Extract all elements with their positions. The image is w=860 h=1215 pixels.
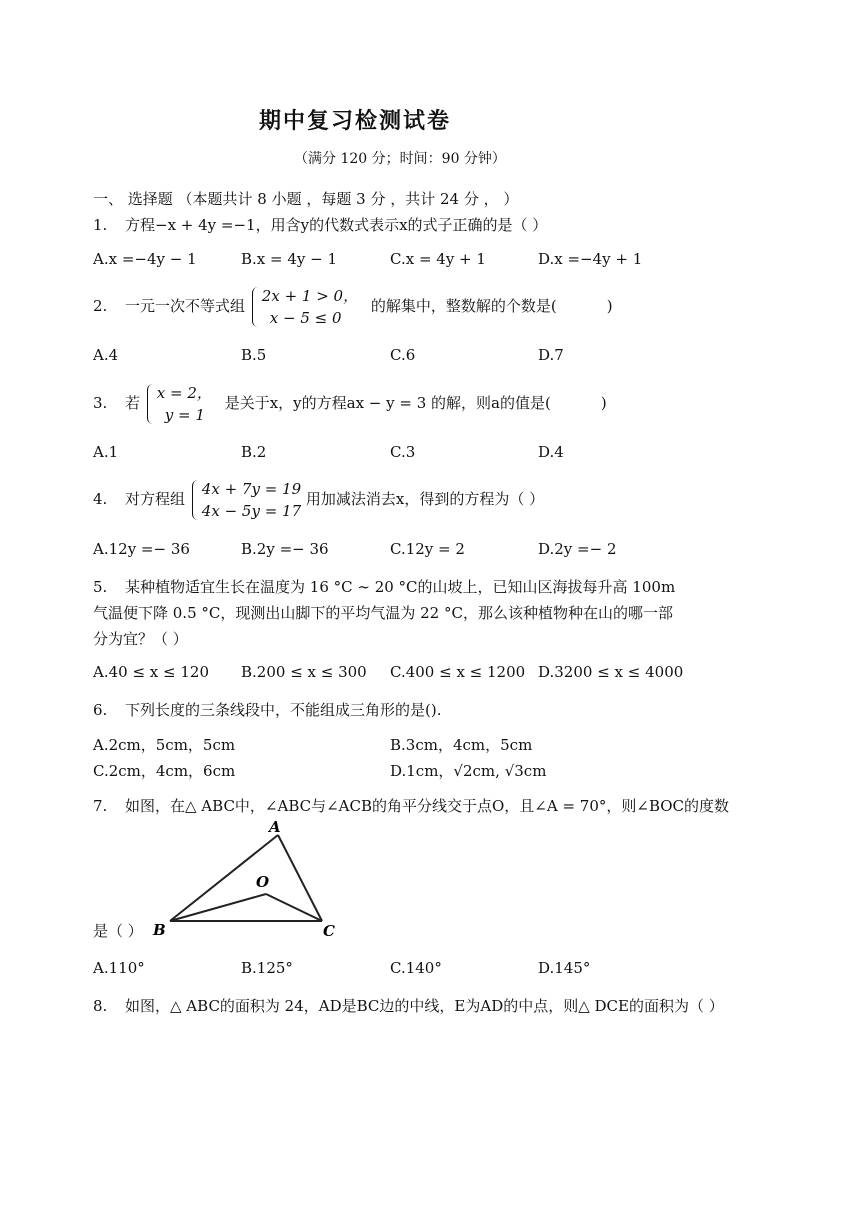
option-b: B.5 — [241, 346, 267, 364]
question-number: 3. — [93, 394, 108, 412]
solution-system — [145, 382, 212, 426]
question-number: 5. — [93, 578, 108, 596]
option-b: B.x = 4y − 1 — [241, 250, 338, 268]
question-3 — [93, 382, 607, 426]
option-a: A.40 ≤ x ≤ 120 — [93, 663, 209, 681]
question-text: 下列长度的三条线段中，不能组成三角形的是(). — [125, 701, 442, 719]
equation-system — [190, 478, 301, 522]
question-text-post: 的解集中，整数解的个数是( — [370, 297, 557, 315]
label-a: A — [269, 818, 281, 836]
question-text: 如图，△ ABC的面积为 24，AD是BC边的中线，E为AD的中点，则△ DCE的面积为（ ） — [125, 997, 724, 1015]
system-line-1: 2x + 1 > 0， — [261, 287, 359, 305]
question-text-line-2: 气温便下降 0.5 °C，现测出山脚下的平均气温为 22 °C，那么该种植物种在山的哪一部 — [93, 604, 673, 622]
question-4 — [93, 478, 544, 522]
option-c: C.12y = 2 — [390, 540, 465, 558]
label-c: C — [323, 922, 335, 940]
question-1 — [93, 214, 547, 235]
bisector-co — [266, 894, 322, 921]
question-6 — [93, 699, 441, 720]
option-d: D.3200 ≤ x ≤ 4000 — [538, 663, 684, 681]
system-line-2: y = 1 — [164, 406, 205, 424]
question-8 — [93, 995, 724, 1016]
question-text-line-1: 某种植物适宜生长在温度为 16 °C ∼ 20 °C的山坡上，已知山区海拔每升高 100m — [125, 578, 676, 596]
option-c: C.400 ≤ x ≤ 1200 — [390, 663, 526, 681]
question-text-line-3: 分为宜？（ ） — [93, 630, 188, 648]
page-title: 期中复习检测试卷 — [258, 109, 451, 134]
option-a: A.x =−4y − 1 — [93, 250, 197, 268]
paren-close: ) — [606, 297, 613, 315]
question-number: 4. — [93, 490, 108, 508]
label-b: B — [153, 921, 166, 939]
triangle-abc-figure — [150, 815, 350, 945]
label-o: O — [256, 873, 270, 891]
option-c: C.6 — [390, 346, 416, 364]
side-ac — [278, 835, 322, 921]
question-number: 6. — [93, 701, 108, 719]
option-c: C.2cm，4cm，6cm — [93, 762, 236, 780]
option-b: B.2y =− 36 — [241, 540, 329, 558]
paren-close: ) — [600, 394, 607, 412]
question-text: 如图，在△ ABC中，∠ABC与∠ACB的角平分线交于点O，且∠A = 70°，则∠BOC的度数 — [125, 797, 730, 815]
option-c: C.3 — [390, 443, 416, 461]
inequality-system — [250, 285, 358, 329]
option-b: B.200 ≤ x ≤ 300 — [241, 663, 367, 681]
option-a: A.2cm，5cm，5cm — [93, 736, 236, 754]
option-c: C.x = 4y + 1 — [390, 250, 486, 268]
system-line-1: 4x + 7y = 19 — [201, 480, 302, 498]
question-7-continuation: 是（ ） — [93, 922, 143, 940]
page-subtitle: （满分 120 分；时间：90 分钟） — [294, 151, 506, 167]
question-2 — [93, 285, 613, 329]
option-a: A.12y =− 36 — [93, 540, 190, 558]
system-line-2: x − 5 ≤ 0 — [269, 309, 342, 327]
option-b: B.2 — [241, 443, 267, 461]
option-a: A.4 — [93, 346, 119, 364]
option-a: A.110° — [93, 959, 145, 977]
question-text-pre: 若 — [125, 394, 141, 412]
question-number: 2. — [93, 297, 108, 315]
option-d: D.145° — [538, 959, 591, 977]
bisector-bo — [170, 894, 266, 921]
question-7 — [93, 795, 729, 816]
question-5 — [93, 576, 675, 597]
option-b: B.3cm，4cm，5cm — [390, 736, 533, 754]
question-text-pre: 对方程组 — [125, 490, 186, 508]
option-d: D.4 — [538, 443, 564, 461]
question-number: 8. — [93, 997, 108, 1015]
question-number: 1. — [93, 216, 108, 234]
question-number: 7. — [93, 797, 108, 815]
option-d: D.7 — [538, 346, 564, 364]
option-b: B.125° — [241, 959, 293, 977]
question-text-post: 用加减法消去x，得到的方程为（ ） — [305, 490, 545, 508]
system-line-2: 4x − 5y = 17 — [201, 502, 302, 520]
question-text: 方程−x + 4y =−1，用含y的代数式表示x的式子正确的是（ ） — [125, 216, 548, 234]
question-text-post: 是关于x，y的方程ax − y = 3 的解，则a的值是( — [224, 394, 551, 412]
question-text-pre: 一元一次不等式组 — [125, 297, 246, 315]
option-a: A.1 — [93, 443, 119, 461]
option-c: C.140° — [390, 959, 442, 977]
system-line-1: x = 2， — [156, 384, 212, 402]
section-heading: 一、 选择题 （本题共计 8 小题 ，每题 3 分 ，共计 24 分 ， ） — [93, 190, 519, 208]
option-d: D.x =−4y + 1 — [538, 250, 643, 268]
option-d: D.1cm，√2cm, √3cm — [390, 762, 547, 780]
option-d: D.2y =− 2 — [538, 540, 617, 558]
